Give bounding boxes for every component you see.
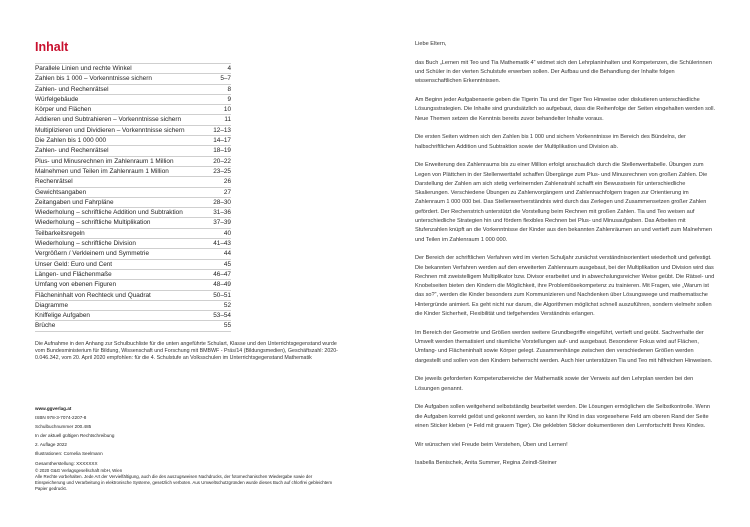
toc-entry-page: 55 xyxy=(223,322,231,330)
toc-entry-label: Plus- und Minusrechnen im Zahlenraum 1 Million xyxy=(35,157,174,165)
toc-entry xyxy=(35,239,231,249)
toc-entry-page: 28–30 xyxy=(213,198,231,206)
toc-entry xyxy=(35,177,231,187)
toc-title: Inhalt xyxy=(35,40,69,54)
toc-entry-page: 10 xyxy=(223,106,231,114)
toc-entry-page: 9 xyxy=(227,95,231,103)
toc-entry-label: Zahlen bis 1 000 – Vorkenntnisse sichern xyxy=(35,75,152,83)
toc-entry xyxy=(35,321,231,331)
toc-entry-page: 12–13 xyxy=(213,126,231,134)
toc-entry-page: 48–49 xyxy=(213,281,231,289)
copyright: © 2020 G&G Verlagsgesellschaft mbH, Wien xyxy=(35,467,123,473)
toc-entry xyxy=(35,64,231,74)
isbn: ISBN 978-3-7074-2207-8 xyxy=(35,415,87,421)
toc-entry-label: Würfelgebäude xyxy=(35,95,79,103)
toc-entry-page: 27 xyxy=(223,188,231,196)
toc-entry-label: Kniffelige Aufgaben xyxy=(35,312,90,320)
letter-paragraph: Der Bereich der schriftlichen Verfahren wird im vierten Schuljahr zunächst verständnisorientiert wiederholt und gefestigt. Die bekannten Verfahren werden auf den erweiterten Zahlenraum ausgebaut, bei der Multiplikation und Division wird das Rechnen mit zweistelligem Multiplikator bzw. Divisor erarbeitet und in abwechslungsreicher Weise geübt. Die Rätsel- und Knobelseiten bieten den Kindern die Möglichkeit, ihre Problemlösekompetenz zu trainieren. Mit Fragen, wie „Warum ist das so?“, werden die Kinder besonders zum Kommunizieren und Nachdenken über Lösungswege und mathematische Hintergründe animiert. Es geht nicht nur darum, die Algorithmen möglichst schnell auszuführen, sondern vielmehr sollen die Kinder Sicherheit, Flexibilität und tiefgehendes Verständnis erlangen. xyxy=(415,255,715,318)
toc-entry-page: 5–7 xyxy=(220,75,231,83)
rights-notice: Alle Rechte vorbehalten. Jede Art der Vervielfältigung, auch die des auszugsweisen Nachdrucks, der fotomechanischen Wiedergabe sowie der Einspeicherung und Verarbeitung in elektronische Systeme, gesetzlich verboten. Aus Umweltschutzgründen wurde dieses Buch auf chlorfrei gebleichtem Papier gedruckt. xyxy=(35,473,333,491)
website-link[interactable]: www.ggverlag.at xyxy=(35,406,72,411)
approval-text: Die Aufnahme in den Anhang zur Schulbuchliste für die unten angeführte Schulart, Klasse und den Unterrichtsgegenstand wurde vom Bundesministerium für Bildung, Wissenschaft und Forschung mit BMBWF - Präs/14 (Bildungsmedien), Geschäftszahl: 2020-0.046.342, vom 20. April 2020 empfohlen: für die 4. Schulstufe an Volksschulen im Unterrichtsgegenstand Mathematik xyxy=(35,341,338,362)
illustrations-credit: Illustrationen: Cornelia Seelmann xyxy=(35,451,103,457)
toc-entry-label: Brüche xyxy=(35,322,56,330)
toc-entry-page: 46–47 xyxy=(213,270,231,278)
toc-entry-label: Parallele Linien und rechte Winkel xyxy=(35,65,132,72)
letter-paragraph: Im Bereich der Geometrie und Größen werden weitere Grundbegriffe eingeführt, vertieft und geübt. Sachverhalte der Umwelt werden thematisiert und räumliche Vorstellungen auf- und ausgebaut. Besonderer Fokus wird auf Flächen, Umfang- und Flächeninhalt sowie Körper gelegt. Zusammenhänge zwischen den verschiedenen Größen werden dargestellt und sollen von den Kindern beherrscht werden. Auch hier unterstützen Tia und Teo mit hilfreichen Hinweisen. xyxy=(415,329,713,364)
toc-entry-label: Zahlen- und Rechenrätsel xyxy=(35,147,109,155)
toc-entry xyxy=(35,218,231,228)
toc-entry-page: 14–17 xyxy=(213,137,231,145)
toc-entry xyxy=(35,270,231,280)
toc-entry xyxy=(35,126,231,136)
toc-entry xyxy=(35,74,231,84)
letter-authors: Isabella Benischek, Anita Summer, Regina Zeindl-Steiner xyxy=(415,460,557,467)
toc-entry-label: Addieren und Subtrahieren – Vorkenntnisse sichern xyxy=(35,116,182,124)
toc-entry-label: Unser Geld: Euro und Cent xyxy=(35,260,113,268)
letter-greeting: Liebe Eltern, xyxy=(415,41,447,47)
toc-entry-label: Zeitangaben und Fahrpläne xyxy=(35,198,114,206)
toc-entry-label: Vergrößern / Verkleinern und Symmetrie xyxy=(35,250,150,258)
toc-entry xyxy=(35,291,231,301)
toc-entry xyxy=(35,188,231,198)
letter-paragraph: Die Erweiterung des Zahlenraums bis zu einer Million erfolgt anschaulich durch die Stellenwerttabelle. Übungen zum Legen von Plättchen in der Stellenwerttafel schaffen Übergänge zum Plus- und Minusrechnen von großen Zahlen. Die Darstellung der Zahlen am sich stetig verfeinernden Zahlenstrahl schafft ein Bewusstsein für unterschiedliche Skalierungen. Verschiedene Übungen zu Zahlenvorgängern und Zahlennachfolgern tragen zur Orientierung im Zahlenraum 1 000 000 bei. Das Stellenwertverständnis wird durch das Zerlegen und Zusammensetzen großer Zahlen gefördert. Der Rechenstrich unterstützt die Vorstellung beim Rechnen mit großen Zahlen. Tia und Teo weisen auf unterschiedliche Strategien hin und fördern flexibles Rechnen bei Plus- und Minusaufgaben. Das Arbeiten mit Stufenzahlen knüpft an die Vorkenntnisse der Kinder aus den bekannten Zahlenräumen an und vertieft zum Malnehmen und Teilen im Zahlenraum 1 000 000. xyxy=(415,162,712,243)
toc-entry xyxy=(35,249,231,259)
toc-entry xyxy=(35,280,231,290)
toc-entry-page: 8 xyxy=(227,85,231,93)
toc-entry-label: Körper und Flächen xyxy=(35,106,92,114)
letter-paragraph: Die ersten Seiten widmen sich den Zahlen bis 1 000 und sichern Vorkenntnisse im Bereich des Bündelns, der halbschriftlichen Addition und Subtraktion sowie der Multiplikation und Division ab. xyxy=(415,134,686,150)
parents-letter xyxy=(415,40,717,469)
toc-entry-page: 53–54 xyxy=(213,312,231,320)
toc-entry-page: 4 xyxy=(227,65,231,72)
toc-entry-page: 18–19 xyxy=(213,147,231,155)
toc-entry xyxy=(35,229,231,239)
toc-entry-page: 20–22 xyxy=(213,157,231,165)
toc-entry-page: 52 xyxy=(223,301,231,309)
letter-closing: Wir wünschen viel Freude beim Verstehen, Üben und Lernen! xyxy=(415,441,568,448)
toc-entry-label: Teilbarkeitsregeln xyxy=(35,229,85,237)
letter-paragraph: Die jeweils geforderten Kompetenzbereiche der Mathematik sowie der Verweis auf den Lehrplan werden bei den Lösungen genannt. xyxy=(415,376,694,392)
production-credit: Gesamtherstellung: XXXXXXX xyxy=(35,460,98,466)
toc-entry xyxy=(35,208,231,218)
right-page xyxy=(375,0,750,527)
toc-entry-page: 23–25 xyxy=(213,167,231,175)
toc-entry-label: Wiederholung – schriftliche Division xyxy=(35,240,136,248)
toc-entry xyxy=(35,260,231,270)
toc-entry-label: Längen- und Flächenmaße xyxy=(35,270,112,278)
toc-entry xyxy=(35,198,231,208)
letter-paragraph: Die Aufgaben sollen weitgehend selbstständig bearbeitet werden. Die Lösungen ermöglichen die Selbstkontrolle. Wenn die Aufgaben korrekt gelöst und gekonnt werden, so kann Ihr Kind in das vorgesehene Feld am oberen Rand der Seite einen Sticker kleben (= Feld mit grauem Tiger). Die geklebten Sticker dokumentieren den Lernfortschritt Ihres Kindes. xyxy=(415,404,711,429)
toc-entry-page: 45 xyxy=(223,260,231,268)
toc-entry-label: Rechenrätsel xyxy=(35,178,73,186)
letter-paragraph: Am Beginn jeder Aufgabenserie geben die Tigerin Tia und der Tiger Teo Hinweise oder diskutieren unterschiedliche Lösungsstrategien. Die Inhalte sind grundsätzlich so aufgebaut, dass die Reihenfolge der Seiten eingehalten werden soll. Neue Themen setzen die Kenntnis bereits zuvor behandelter Inhalte voraus. xyxy=(415,96,716,122)
toc-entry xyxy=(35,115,231,125)
toc-entry-label: Gewichtsangaben xyxy=(35,188,87,196)
table-of-contents xyxy=(35,63,231,332)
toc-entry xyxy=(35,85,231,95)
toc-entry-page: 26 xyxy=(223,178,231,186)
edition: 2. Auflage 2022 xyxy=(35,442,67,448)
toc-entry xyxy=(35,136,231,146)
toc-entry-label: Die Zahlen bis 1 000 000 xyxy=(35,137,107,145)
toc-entry-page: 37–39 xyxy=(213,219,231,227)
toc-entry-page: 31–36 xyxy=(213,209,231,217)
toc-entry xyxy=(35,301,231,311)
toc-entry-label: Wiederholung – schriftliche Addition und Subtraktion xyxy=(35,209,183,217)
toc-entry xyxy=(35,95,231,105)
toc-entry-label: Wiederholung – schriftliche Multiplikation xyxy=(35,219,151,227)
toc-entry xyxy=(35,157,231,167)
toc-entry-label: Umfang von ebenen Figuren xyxy=(35,281,117,289)
toc-entry xyxy=(35,311,231,321)
toc-entry-page: 11 xyxy=(224,116,231,124)
toc-entry-label: Multiplizieren und Dividieren – Vorkenntnisse sichern xyxy=(35,126,185,134)
toc-entry-page: 50–51 xyxy=(213,291,231,299)
spelling-note: In der aktuell gültigen Rechtschreibung xyxy=(35,433,115,439)
toc-entry xyxy=(35,167,231,177)
letter-paragraph: das Buch „Lernen mit Teo und Tia Mathematik 4“ widmet sich den Lehrplaninhalten und Kompetenzen, die Schülerinnen und Schüler in der vierten Schulstufe erwerben sollen. Der Aufbau und die Behandlung der Inhalte folgen wissenschaftlichen Erkenntnissen. xyxy=(415,59,712,85)
toc-entry-page: 40 xyxy=(223,229,231,237)
toc-entry-page: 44 xyxy=(223,250,231,258)
toc-entry-label: Flächeninhalt von Rechteck und Quadrat xyxy=(35,291,151,299)
toc-entry-label: Diagramme xyxy=(35,301,69,309)
toc-entry-page: 41–43 xyxy=(213,240,231,248)
imprint xyxy=(35,404,355,492)
toc-entry xyxy=(35,105,231,115)
toc-entry-label: Zahlen- und Rechenrätsel xyxy=(35,85,109,93)
approval-notice xyxy=(35,341,345,363)
toc-entry xyxy=(35,146,231,156)
school-book-number: Schulbuchnummer 200.485 xyxy=(35,424,92,430)
toc-entry-label: Malnehmen und Teilen im Zahlenraum 1 Million xyxy=(35,167,169,175)
